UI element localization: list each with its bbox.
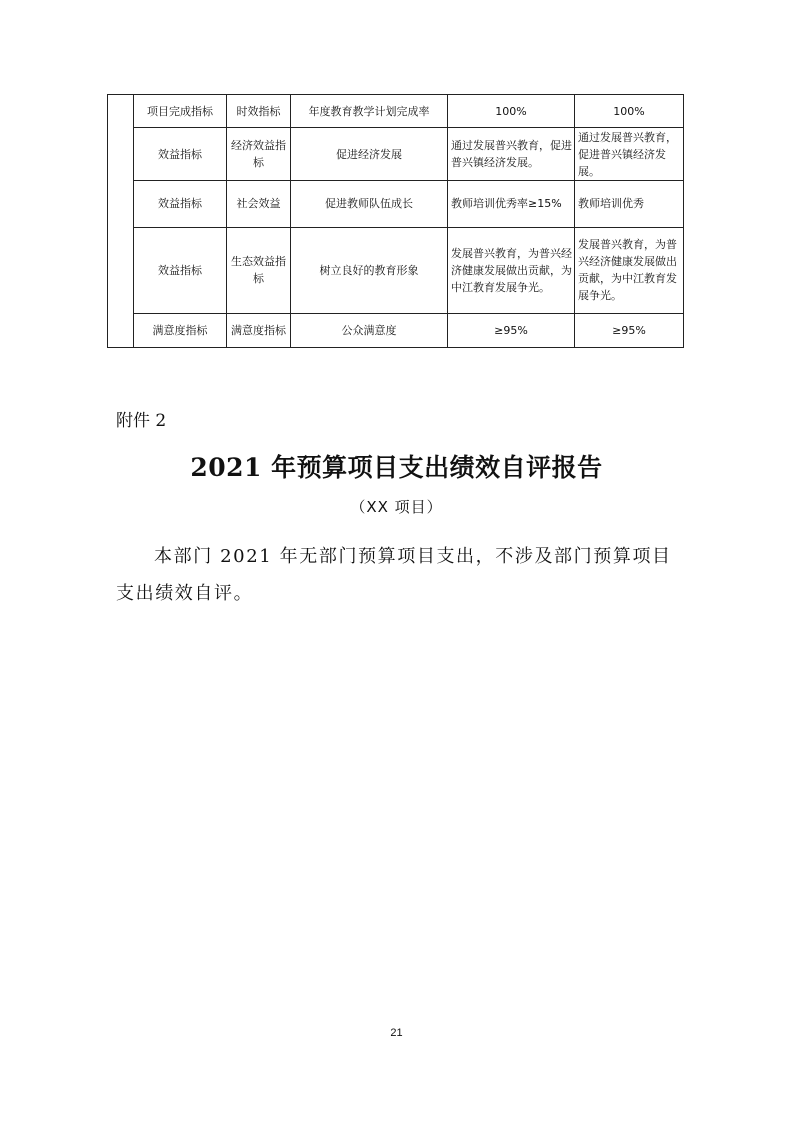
attachment-label: 附件 2 bbox=[116, 411, 167, 431]
table-cell: 效益指标 bbox=[134, 227, 227, 313]
table-row bbox=[108, 313, 684, 347]
body-paragraph: 本部门 2021 年无部门预算项目支出，不涉及部门预算项目支出绩效自评。 bbox=[116, 546, 672, 604]
table-row bbox=[108, 227, 684, 313]
table-cell: 经济效益指标 bbox=[227, 128, 291, 181]
performance-indicator-table bbox=[107, 94, 684, 348]
table-cell: 教师培训优秀率≥15% bbox=[448, 181, 575, 228]
table-cell-blank bbox=[108, 95, 134, 128]
table-cell: 时效指标 bbox=[227, 95, 291, 128]
table-cell: 社会效益 bbox=[227, 181, 291, 228]
table-row bbox=[108, 95, 684, 128]
table-cell: 生态效益指标 bbox=[227, 227, 291, 313]
table-cell: ≥95% bbox=[575, 313, 684, 347]
table-cell: 发展普兴教育，为普兴经济健康发展做出贡献，为中江教育发展争光。 bbox=[448, 227, 575, 313]
table-cell-blank bbox=[108, 313, 134, 347]
table-cell: 100% bbox=[575, 95, 684, 128]
table-cell: 年度教育教学计划完成率 bbox=[291, 95, 448, 128]
table-cell-blank bbox=[108, 227, 134, 313]
page-number: 21 bbox=[390, 1027, 403, 1039]
table-cell: 100% bbox=[448, 95, 575, 128]
table-cell: 通过发展普兴教育，促进普兴镇经济发展。 bbox=[448, 128, 575, 181]
table-row bbox=[108, 128, 684, 181]
table-cell: 促进教师队伍成长 bbox=[291, 181, 448, 228]
table-cell: 满意度指标 bbox=[227, 313, 291, 347]
page-title: 2021 年预算项目支出绩效自评报告 bbox=[190, 453, 603, 482]
table-cell: 效益指标 bbox=[134, 181, 227, 228]
table-row bbox=[108, 181, 684, 228]
table-cell: 效益指标 bbox=[134, 128, 227, 181]
table-cell: 树立良好的教育形象 bbox=[291, 227, 448, 313]
table-cell-blank bbox=[108, 128, 134, 181]
page-subtitle: （XX 项目） bbox=[350, 498, 443, 516]
table-cell: 促进经济发展 bbox=[291, 128, 448, 181]
table-cell: 通过发展普兴教育，促进普兴镇经济发展。 bbox=[575, 128, 684, 181]
table-cell: 满意度指标 bbox=[134, 313, 227, 347]
table-cell: 项目完成指标 bbox=[134, 95, 227, 128]
table-cell: 发展普兴教育，为普兴经济健康发展做出贡献，为中江教育发展争光。 bbox=[575, 227, 684, 313]
table-cell: 公众满意度 bbox=[291, 313, 448, 347]
table-cell: ≥95% bbox=[448, 313, 575, 347]
table-cell-blank bbox=[108, 181, 134, 228]
table-cell: 教师培训优秀 bbox=[575, 181, 684, 228]
